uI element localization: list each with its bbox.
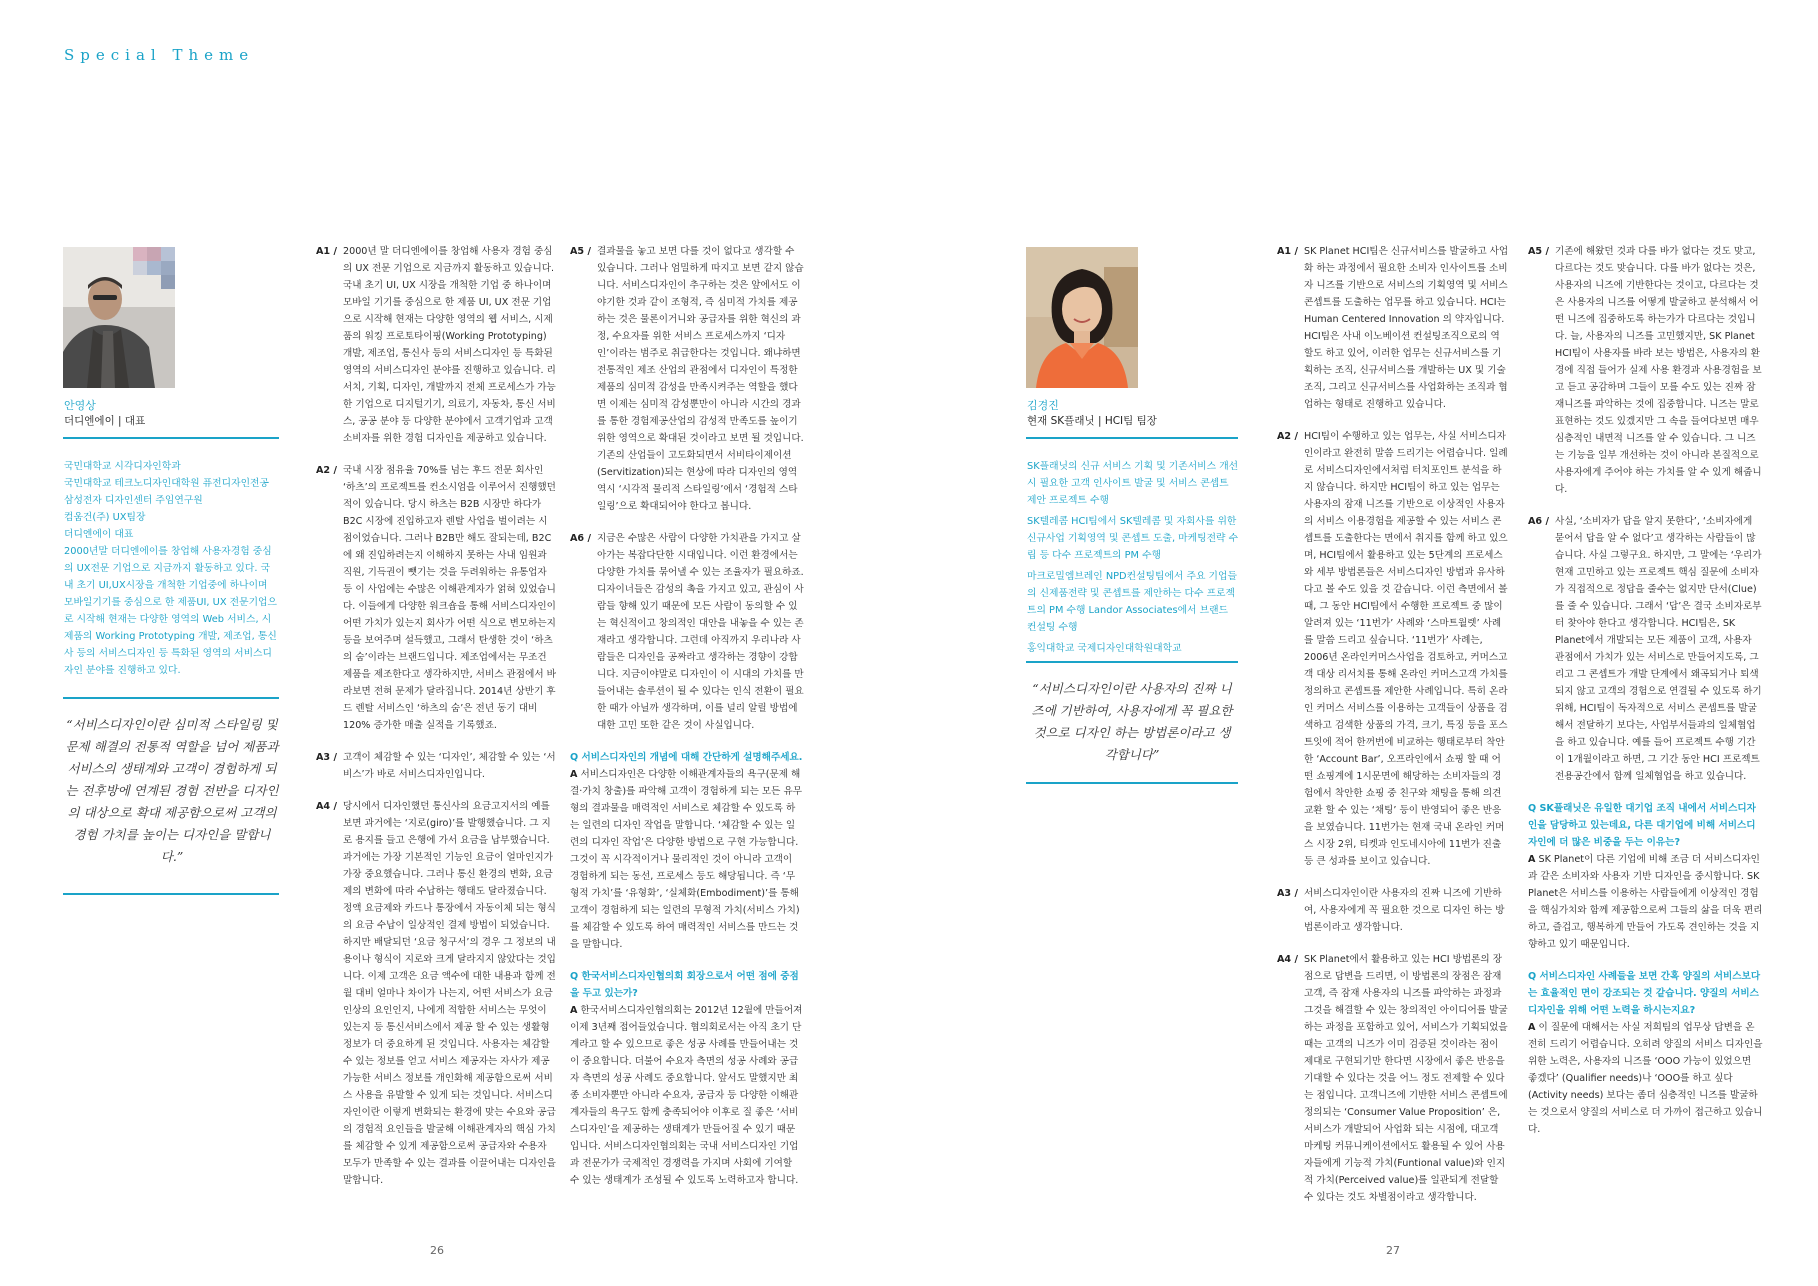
profile-name: 김경진 bbox=[1027, 399, 1059, 412]
answer-body: 이 질문에 대해서는 사실 저희팀의 업무상 답변을 온전히 드리기 어렵습니다. 오히려 양질의 서비스 디자인을 위한 노력은, 사용자의 니즈를 ‘OOO 가능이 있었으면 좋겠다’ (Qualifier needs)나 ‘OOO를 하고 싶다(Activity needs) 보다는 좀더 심층적인 니즈를 발굴하는 것으로서 양질의 서비스로 더 가까이 접근하고 있습니다. bbox=[1528, 1022, 1763, 1135]
answer-text: HCI팀이 수행하고 있는 업무는, 사실 서비스디자인이라고 완전히 말씀 드리기는 어렵습니다. 일례로 서비스디자인에서처럼 터치포인트 분석을 하지 않습니다. 하지만 HCI팀이 하고 있는 업무는 사용자의 잠재 니즈를 기반으로 이상적인 사용자의 서비스 이용경험을 제공할 수 있는 서비스 콘셉트를 도출한다는 면에서 취지를 함께 하고 있으며, HCI팀에서 활용하고 있는 5단계의 프로세스와 세부 방법론들은 서비스디자인 방법과 유사하다고 볼 수도 있을 것 같습니다. 이런 측면에서 볼 때, 그 동안 HCI팀에서 수행한 프로젝트 중 많이 알려져 있는 ‘11번가’ 사례와 ‘스마트월렛’ 사례를 말씀 드리고 싶습니다. ‘11번가’ 사례는, 2006년 온라인커머스사업을 검토하고, 커머스고객 대상 리서치를 통해 온라인 커머스고객 가치를 정의하고 콘셉트를 제안한 사례입니다. 특히 온라인 커머스 서비스를 이용하는 고객들이 상품을 검색하고 검색한 상품의 가격, 크기, 특징 등을 포스트잇에 적어 한꺼번에 비교하는 행태로부터 착안한 ‘Account Bar’, 오프라인에서 쇼핑 할 때 어떤 쇼핑계에 1시문면에 해당하는 소비자들의 경험에서 착안한 쇼핑 중 친구와 채팅을 통해 의견 교환 할 수 있는 ‘채팅’ 등이 반영되어 좋은 반응을 보였습니다. 11번가는 현재 국내 온라인 커머스 시장 2위, 티켓과 인도네시아에 11번가 진출 등 큰 성과를 보이고 있습니다. bbox=[1304, 431, 1508, 867]
question-text: Q 서비스디자인의 개념에 대해 간단하게 설명해주세요. bbox=[570, 752, 803, 763]
answer-text: 사실, ‘소비자가 답을 알지 못한다’, ‘소비자에게 묻어서 답을 알 수 없다’고 생각하는 사람들이 많습니다. 사실 그렇구요. 하지만, 그 말에는 ‘우리가 현재 고민하고 있는 프로젝트 핵심 질문에 소비자가 직접적으로 정답을 줄수는 없지만 단서(Clue)를 줄 수 있습니다. 그래서 ‘답’은 결국 소비자로부터 찾아야 한다고 생각합니다. HCI팀은, SK Planet에서 개발되는 모든 제품이 고객, 사용자 관점에서 가치가 있는 서비스로 만들어지도록, 그리고 그 콘셉트가 개발 단계에서 왜곡되거나 퇴색되지 않고 고객의 경험으로 연결될 수 있도록 하기 위해, HCI팀이 독자적으로 서비스 콘셉트를 발굴해서 전달하기 보다는, 사업부서들과의 일체협업을 하고 있습니다. 예를 들어 프로젝트 수행 기간이 1개월이라고 하면, 그 기간 동안 HCI 프로젝트 전용공간에서 함께 일체협업을 하고 있습니다. bbox=[1555, 516, 1762, 782]
answer-body: 서비스디자인은 다양한 이해관계자들의 욕구(문제 해결·가치 창출)를 파악해 고객이 경험하게 되는 모든 유무형의 결과물을 매력적인 서비스로 체감할 수 있도록 하는 일련의 디자인 작업을 말합니다. ‘체감할 수 있는 일련의 디자인 작업’은 다양한 방법으로 구현 가능합니다. 그것이 꼭 시각적이거나 물리적인 것이 아니라 고객이 경험하게 되는 동선, 프로세스 등도 해당됩니다. 즉 ‘무형적 가치’를 ‘유형화’, ‘실체화(Embodiment)’를 통해 고객이 경험하게 되는 일련의 무형적 가치(서비스 가치)를 체감할 수 있도록 하여 매력적인 서비스를 만드는 것을 말합니다. bbox=[570, 769, 803, 950]
answer-label: A6 / bbox=[1528, 516, 1549, 527]
career-item: SK플래닛의 신규 서비스 기획 및 기존서비스 개선 시 필요한 고객 인사이트 발굴 및 서비스 콘셉트 제안 프로젝트 수행 bbox=[1027, 461, 1239, 506]
career-item: 국민대학교 테크노디자인대학원 퓨전디자인전공 bbox=[64, 478, 269, 489]
answer-label: A4 / bbox=[316, 801, 337, 812]
profile-title: 현재 SK플래닛 | HCI팀 팀장 bbox=[1027, 415, 1157, 427]
qa-block bbox=[570, 968, 804, 1189]
answer-body: 한국서비스디자인협의회는 2012년 12월에 만들어져 이제 3년째 접어들었습니다. 협의회로서는 아직 초기 단계라고 할 수 있으므로 좋은 성공 사례를 만들어내는 것이 중요합니다. 더불어 수요자 측면의 성공 사례와 공급자 측면의 성공 사례도 중요합니다. 앞서도 말했지만 최종 소비자뿐만 아니라 수요자, 공급자 등 다양한 이해관계자들의 욕구도 함께 충족되어야 이후로 질 좋은 ‘서비스디자인’을 제공하는 생태계가 만들어질 수 있기 때문입니다. 서비스디자인협의회는 국내 서비스디자인 기업과 전문가가 국제적인 경쟁력을 가지며 사회에 기여할 수 있는 생태계가 조성될 수 있도록 노력하고자 합니다. bbox=[570, 1005, 803, 1186]
career-item: 삼성전자 디자인센터 주임연구원 bbox=[64, 495, 203, 506]
career-item: 컴움건(주) UX팀장 bbox=[64, 512, 146, 523]
career-item: 2000년말 더디엔에이를 창업해 사용자경험 중심의 UX전문 기업으로 지금까지 활동하고 있다. 국내 초기 UI,UX시장을 개척한 기업중에 하나이며 모바일기기를 중심으로 한 제품UI, UX 전문기업으로 시작해 현재는 다양한 영역의 Web 서비스, 시제품의 Working Prototyping 개발, 제조업, 통신사 등의 서비스디자인 등 특화된 영역의 서비스디자인 분야를 진행하고 있다. bbox=[64, 546, 277, 676]
divider bbox=[1026, 437, 1238, 439]
answer-label: A4 / bbox=[1277, 954, 1298, 965]
pull-quote: “서비스디자인이란 사용자의 진짜 니즈에 기반하여, 사용자에게 꼭 필요한 것으로 디자인 하는 방법론이라고 생각합니다” bbox=[1031, 681, 1233, 762]
career-item: 마크로밀엠브레인 NPD컨설팅팀에서 주요 기업들의 신제품전략 및 콘셉트를 제안하는 다수 프로젝트의 PM 수행 Landor Associates에서 브랜드 컨설팅 수행 bbox=[1027, 571, 1237, 633]
profile-title: 더디엔에이 | 대표 bbox=[64, 415, 146, 427]
answer-text: 서비스디자인이란 사용자의 진짜 니즈에 기반하여, 사용자에게 꼭 필요한 것으로 디자인 하는 방법론이라고 생각합니다. bbox=[1304, 888, 1505, 933]
divider bbox=[63, 697, 279, 699]
answer-block bbox=[1277, 951, 1509, 1206]
answer-text: 지금은 수많은 사람이 다양한 가치관을 가지고 살아가는 복잡다단한 시대입니다. 이런 환경에서는 다양한 가치를 묶어낼 수 있는 조율자가 필요하죠. 디자이너들은 감성의 촉을 가지고 있고, 관심이 사람들 향해 있기 때문에 모든 사람이 동의할 수 있는 혁신적이고 창의적인 대안을 내놓을 수 있는 존재라고 생각합니다. 그런데 아직까지 우리나라 사람들은 디자인을 공짜라고 생각하는 경향이 강합니다. 지금이야말로 디자인이 이 시대의 가치를 만들어내는 솔루션이 될 수 있다는 인식 전환이 필요한 때가 아닐까 생각하며, 이를 널리 알릴 방법에 대한 고민 또한 같은 것이 사실입니다. bbox=[597, 533, 804, 731]
answer-block bbox=[316, 749, 556, 783]
answer-text bbox=[1528, 851, 1763, 953]
answer-block bbox=[316, 462, 556, 734]
answer-label: A3 / bbox=[316, 752, 337, 763]
answer-text: 2000년 말 더디엔에이를 창업해 사용자 경험 중심의 UX 전문 기업으로 지금까지 활동하고 있습니다. 국내 초기 UI, UX 시장을 개척한 기업 중 하나이며 모바일 기기를 중심으로 한 제품 UI, UX 전문 기업으로 시작해 현재는 다양한 영역의 웹 서비스, 시제품의 워킹 프로토타이핑(Working Prototyping) 개발, 제조업, 통신사 등의 서비스디자인 등 특화된 영역의 서비스디자인 분야를 진행하고 있습니다. 리서치, 기획, 디자인, 개발까지 전체 프로세스가 가능한 기업으로 디지털기기, 의료기, 자동차, 통신 서비스, 공공 분야 등 다양한 분야에서 고객기업과 고객소비자를 위한 경험 디자인을 제공하고 있습니다. bbox=[343, 246, 556, 444]
answer-block bbox=[316, 798, 556, 1189]
answer-text: SK Planet HCI팀은 신규서비스를 발굴하고 사업화 하는 과정에서 필요한 소비자 인사이트를 소비자 니즈를 기반으로 서비스의 기획영역 및 서비스 콘셉트를 도출하는 업무를 하고 있습니다. HCI는 Human Centered Innovation 의 약자입니다. HCI팀은 사내 이노베이션 컨설팅조직으로의 역할도 하고 있어, 이러한 업무는 신규서비스를 기획하는 조직, 신규서비스를 개발하는 UX 및 기술조직, 그리고 신규서비스를 사업화하는 조직과 협업하는 형태로 진행하고 있습니다. bbox=[1304, 246, 1509, 410]
answer-label: A5 / bbox=[1528, 246, 1549, 257]
answer-label: A3 / bbox=[1277, 888, 1298, 899]
question-text: Q 한국서비스디자인협의회 회장으로서 어떤 점에 중점을 두고 있는가? bbox=[570, 971, 799, 999]
answer-block bbox=[1528, 513, 1763, 785]
interview-column bbox=[570, 243, 804, 1204]
interview-column bbox=[1277, 243, 1509, 1221]
answer-label: A5 / bbox=[570, 246, 591, 257]
answer-text bbox=[570, 1002, 804, 1189]
divider bbox=[63, 437, 279, 439]
answer-label: A bbox=[570, 769, 578, 780]
answer-text bbox=[1528, 1019, 1763, 1138]
career-item: 더디엔에이 대표 bbox=[64, 529, 134, 540]
answer-text: 고객이 체감할 수 있는 ‘디자인’, 체감할 수 있는 ‘서비스’가 바로 서비스디자인입니다. bbox=[343, 752, 556, 780]
qa-block bbox=[1528, 968, 1763, 1138]
answer-label: A bbox=[1528, 854, 1536, 865]
answer-text: 국내 시장 점유율 70%를 넘는 후드 전문 회사인 ‘하츠’의 프로젝트를 컨소시엄을 이루어서 진행했던 적이 있습니다. 당시 하츠는 B2B 시장만 하다가 B2C 시장에 진입하고자 렌탈 사업을 벌이려는 시점이었습니다. 그러나 B2B만 해도 잘되는데, B2C에 왜 진입하려는지 이해하지 못하는 사내 임원과 직원, 기득권이 뺏기는 것을 두려워하는 유통업자 등 이 사업에는 수많은 이해관계자가 얽혀 있었습니다. 이들에게 다양한 워크숍을 통해 서비스디자인이 어떤 가치가 있는지 회사가 어떤 식으로 변모하는지 등을 보여주며 설득했고, 그래서 탄생한 것이 ‘하츠의 숨’이라는 브랜드입니다. 제조업에서는 무조건 제품을 제조한다고 생각하지만, 서비스 관점에서 바라보면 전혀 문제가 달라집니다. 2014년 상반기 후드 렌탈 서비스인 ‘하츠의 숨’은 전년 동기 대비 120% 증가한 매출 실적을 기록했죠. bbox=[343, 465, 556, 731]
answer-label: A2 / bbox=[1277, 431, 1298, 442]
answer-label: A bbox=[1528, 1022, 1536, 1033]
answer-label: A1 / bbox=[316, 246, 337, 257]
interview-column bbox=[1528, 243, 1763, 1153]
answer-block bbox=[1528, 243, 1763, 498]
career-list bbox=[1027, 458, 1239, 657]
answer-label: A6 / bbox=[570, 533, 591, 544]
divider bbox=[63, 893, 279, 895]
answer-text: 기존에 해왔던 것과 다를 바가 없다는 것도 맞고, 다르다는 것도 맞습니다. 다를 바가 없다는 것은, 사용자의 니즈에 기반한다는 것이고, 다르다는 것은 사용자의 니즈를 어떻게 발굴하고 분석해서 어떤 니즈에 집중하도록 하는가가 다르다는 것입니다. 늘, 사용자의 니즈를 고민했지만, SK Planet HCI팀이 사용자를 바라 보는 방법은, 사용자의 환경에 직접 들어가 실제 사용 환경과 사용경험을 보고 듣고 공감하며 그들이 모를 수도 있는 진짜 잠재니즈를 파악하는 것에 집중합니다. 니즈는 말로 표현하는 것도 있겠지만 그 속을 들여다보면 매우 심층적인 내면적 니즈를 알 수 있습니다. 그 니즈는 기능을 일부 개선하는 것이 아니라 본질적으로 사용자에게 주어야 하는 가치를 알 수 있게 해줍니다. bbox=[1555, 246, 1762, 495]
question-text: Q SK플래닛은 유일한 대기업 조직 내에서 서비스디자인을 담당하고 있는데요, 다른 대기업에 비해 서비스디자인에 더 많은 비중을 두는 이유는? bbox=[1528, 803, 1756, 848]
qa-block bbox=[1528, 800, 1763, 953]
page-number-right: 27 bbox=[1386, 1244, 1400, 1257]
page-number-left: 26 bbox=[430, 1244, 444, 1257]
profile-photo-right bbox=[1026, 247, 1138, 388]
answer-text bbox=[570, 766, 804, 953]
answer-text: 당시에서 디자인했던 통신사의 요금고지서의 예를 보면 과거에는 ‘지로(giro)’를 발행했습니다. 그 지로 용지를 들고 은행에 가서 요금을 납부했습니다. 과거에는 가장 기본적인 기능인 요금이 얼마인지가 가장 중요했습니다. 그러나 통신 환경의 변화, 요금제의 변화에 따라 수납하는 행태도 달라졌습니다. 정액 요금제와 카드나 통장에서 자동이체 되는 형식의 요금 수납이 일상적인 결제 방법이 되었습니다. 하지만 배달되던 ‘요금 청구서’의 경우 그 정보의 내용이나 형식이 지로와 크게 달라지지 않았다는 것입니다. 이제 고객은 요금 액수에 대한 내용과 함께 전월 대비 얼마나 차이가 나는지, 어떤 서비스가 요금 인상의 요인인지, 나에게 적합한 서비스는 무엇이 있는지 등 통신서비스에서 제공 할 수 있는 생활형 정보가 더 중요하게 된 것입니다. 사용자는 체감할 수 있는 정보를 얻고 서비스 제공자는 자사가 제공 가능한 서비스 정보를 개인화해 제공함으로써 서비스 사용을 유발할 수 있게 되는 것입니다. 서비스디자인이란 이렇게 변화되는 환경에 맞는 수요와 공급의 경험적 요인들을 발굴해 이해관계자의 핵심 가치를 체감할 수 있게 제공함으로써 공급자와 수용자 모두가 만족할 수 있는 결과를 이끌어내는 디자인을 말합니다. bbox=[343, 801, 556, 1186]
pull-quote: “서비스디자인이란 심미적 스타일링 및 문제 해결의 전통적 역할을 넘어 제품과 서비스의 생태계와 고객이 경험하게 되는 전후방에 연계된 경험 전반을 디자인의 대상으로 확대 제공함으로써 고객의 경험 가치를 높이는 디자인을 말합니다.” bbox=[65, 717, 279, 864]
answer-label: A bbox=[570, 1005, 578, 1016]
section-title: Special Theme bbox=[64, 46, 255, 64]
answer-block bbox=[570, 530, 804, 734]
answer-label: A2 / bbox=[316, 465, 337, 476]
answer-block bbox=[1277, 243, 1509, 413]
answer-text: 결과물을 놓고 보면 다를 것이 없다고 생각할 수 있습니다. 그러나 엄밀하게 따지고 보면 같지 않습니다. 서비스디자인이 추구하는 것은 앞에서도 이야기한 것과 같이 조형적, 즉 심미적 가치를 제공하는 것은 물론이거니와 공급자를 위한 혁신의 과정, 수요자를 위한 서비스 프로세스까지 ‘디자인’이라는 범주로 취급한다는 것입니다. 왜냐하면 전통적인 제조 산업의 관점에서 디자인이 특정한 제품의 심미적 감성을 만족시켜주는 역할을 했다면 이제는 심미적 감성뿐만이 아니라 시간의 경과를 통한 경험제공산업의 감성적 만족도를 높이기 위한 영역으로 확대된 것이라고 보면 될 것입니다. 기존의 산업들이 고도화되면서 서비타이제이션(Servitization)되는 현상에 따라 디자인의 영역 역시 ‘시각적 물리적 스타일링’에서 ‘경험적 스타일링’으로 확대되어야 한다고 봅니다. bbox=[597, 246, 804, 512]
career-item: 홍익대학교 국제디자인대학원대학교 bbox=[1027, 643, 1182, 654]
answer-text: SK Planet에서 활용하고 있는 HCI 방법론의 장점으로 답변을 드리면, 이 방법론의 장점은 잠재 고객, 즉 잠재 사용자의 니즈를 파악하는 과정과 그것을 해결할 수 있는 창의적인 아이디어를 발굴하는 과정을 포함하고 있어, 서비스가 기획되었을 때는 고객의 니즈가 이미 검증된 것이라는 점이 제대로 구현되기만 한다면 시장에서 좋은 반응을 기대할 수 있다는 것을 어느 정도 전제할 수 있다는 점입니다. 고객니즈에 기반한 서비스 콘셉트에 정의되는 ‘Consumer Value Proposition’ 은, 서비스가 개발되어 사업화 되는 시점에, 대고객 마케팅 커뮤니케이션에서도 활용될 수 있어 사용자들에게 기능적 가치(Funtional value)와 인지적 가치(Perceived value)를 일관되게 전달할 수 있다는 것도 차별점이라고 생각합니다. bbox=[1304, 954, 1508, 1203]
qa-block bbox=[570, 749, 804, 953]
answer-block bbox=[316, 243, 556, 447]
interview-column bbox=[316, 243, 556, 1204]
portrait-woman-image bbox=[1026, 247, 1138, 388]
answer-label: A1 / bbox=[1277, 246, 1298, 257]
answer-body: SK Planet이 다른 기업에 비해 조금 더 서비스디자인과 같은 소비자와 사용자 기반 디자인을 중시합니다. SK Planet은 서비스를 이용하는 사람들에게 이상적인 경험을 핵심가치와 함께 제공함으로써 그들의 삶을 더욱 편리하고, 즐겁고, 행복하게 만들어 가도록 견인하는 것을 지향하고 있기 때문입니다. bbox=[1528, 854, 1763, 950]
profile-photo-left bbox=[63, 247, 175, 388]
divider bbox=[1026, 661, 1238, 663]
answer-block bbox=[570, 243, 804, 515]
career-list bbox=[64, 458, 279, 679]
divider bbox=[1026, 782, 1238, 784]
career-item: SK텔레콤 HCI팀에서 SK텔레콤 및 자회사를 위한 신규사업 기획영역 및 콘셉트 도출, 마케팅전략 수립 등 다수 프로젝트의 PM 수행 bbox=[1027, 516, 1239, 561]
profile-name: 안영상 bbox=[64, 399, 96, 412]
question-text: Q 서비스디자인 사례들을 보면 간혹 양질의 서비스보다는 효율적인 면이 강조되는 것 같습니다. 양질의 서비스 디자인을 위해 어떤 노력을 하시는지요? bbox=[1528, 971, 1761, 1016]
career-item: 국민대학교 시각디자인학과 bbox=[64, 461, 181, 472]
answer-block bbox=[1277, 885, 1509, 936]
answer-block bbox=[1277, 428, 1509, 870]
portrait-man-image bbox=[63, 247, 175, 388]
